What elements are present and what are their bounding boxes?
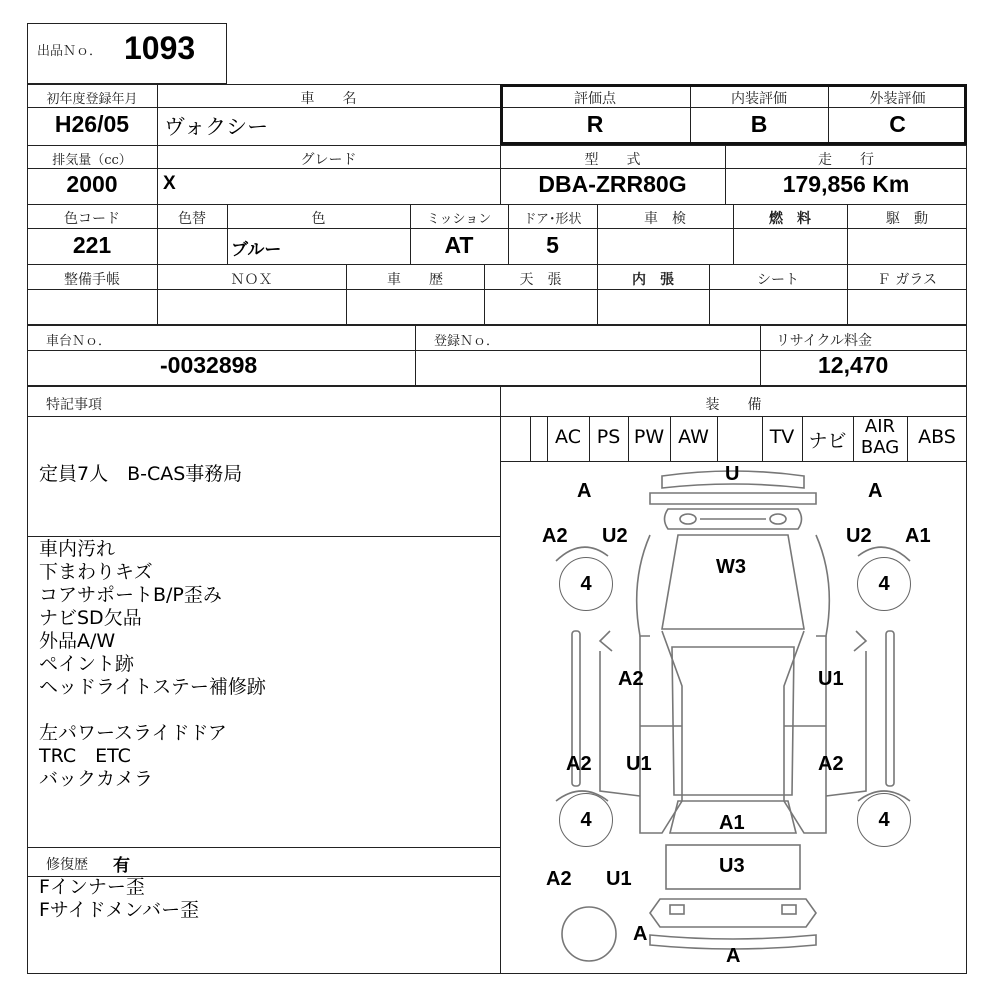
damage-left-rear-u: U1	[626, 753, 652, 775]
seat-label: シート	[757, 272, 799, 288]
roof-lining-label: 天 張	[519, 272, 562, 288]
inspection-label: 車 検	[644, 211, 686, 227]
reg-date-value: H26/05	[54, 111, 130, 137]
grade-value: X	[163, 173, 176, 194]
damage-fender-left-a: A2	[542, 525, 568, 547]
damage-left-rear-a: A2	[566, 753, 592, 775]
interior-trim-label: 内 張	[632, 272, 674, 288]
equipment-item-airbag: AIR BAG	[860, 416, 900, 458]
door-label: ドア･形状	[523, 212, 582, 227]
mission-label: ミッション	[426, 212, 492, 227]
reg-no-label: 登録Ｎｏ．	[434, 334, 500, 349]
equipment-item-pw: PW	[633, 426, 665, 448]
damage-rear-glass: A1	[719, 812, 745, 834]
equipment-row	[530, 416, 967, 461]
car-name-value: ヴォクシー	[164, 115, 269, 139]
mileage-label: 走 行	[818, 152, 874, 168]
note-item: バックカメラ	[39, 768, 154, 790]
damage-rear-bumper-left: A	[633, 923, 648, 945]
color-code-label: 色コード	[64, 211, 120, 227]
damage-front-right: A	[868, 480, 883, 502]
car-damage-diagram	[500, 461, 967, 974]
equipment-item-navi: ナビ	[808, 430, 847, 452]
equipment-label: 装 備	[705, 397, 762, 413]
damage-rear-bumper: A	[726, 945, 741, 967]
nox-label: ＮＯＸ	[230, 272, 273, 288]
damage-left-quarter-u: U1	[606, 868, 632, 890]
color-label: 色	[311, 211, 326, 227]
damage-front-bumper: U	[725, 463, 740, 485]
rear-bumper-outline	[650, 899, 816, 927]
note-item: 外品A/W	[39, 630, 116, 652]
recycle-value: 12,470	[818, 352, 889, 378]
tire-front-left: 4	[559, 557, 613, 611]
score-value: R	[586, 111, 604, 137]
score-label: 評価点	[574, 91, 616, 107]
interior-label: 内装評価	[731, 91, 787, 107]
notes-label: 特記事項	[46, 397, 102, 413]
exterior-value: C	[889, 111, 906, 137]
color-value: ブルー	[231, 240, 282, 260]
windshield-outline	[662, 535, 804, 629]
notes-main: 定員7人 B-CAS事務局	[39, 463, 243, 485]
damage-fender-left-u: U2	[602, 525, 628, 547]
front-glass-label: Ｆ ガラス	[876, 272, 938, 288]
displacement-value: 2000	[66, 171, 118, 197]
displacement-label: 排気量（cc）	[52, 153, 132, 168]
note-item: 車内汚れ	[39, 538, 116, 560]
recycle-label: リサイクル料金	[776, 333, 873, 349]
spare-tire-outline	[562, 907, 616, 961]
damage-fender-right-u: U2	[846, 525, 872, 547]
mission-value: AT	[444, 232, 474, 258]
damage-roof: A2	[618, 668, 644, 690]
exterior-label: 外装評価	[869, 91, 926, 107]
note-item: ヘッドライトステー補修跡	[39, 676, 266, 698]
equipment-item-abs: ABS	[918, 426, 956, 448]
door-value: 5	[546, 232, 559, 258]
reg-date-label: 初年度登録年月	[46, 92, 138, 107]
note-item	[39, 699, 266, 722]
equipment-item-ps: PS	[596, 426, 621, 448]
repair-label: 修復歴	[46, 857, 88, 873]
chassis-value: -0032898	[160, 352, 258, 378]
lot-number: 1093	[124, 30, 196, 66]
model-label: 型 式	[584, 152, 641, 168]
damage-front-left: A	[577, 480, 592, 502]
color-code-value: 221	[72, 232, 112, 258]
note-item: コアサポートB/P歪み	[39, 584, 222, 606]
repaint-label: 色替	[178, 211, 206, 227]
mileage-value: 179,856 Km	[782, 171, 910, 197]
damage-right-front-door: U1	[818, 668, 844, 690]
equipment-item-tv: TV	[769, 426, 795, 448]
note-item: TRC ETC	[39, 745, 131, 767]
equipment-item-aw: AW	[678, 426, 709, 448]
lot-label: 出品Ｎｏ．	[37, 44, 103, 59]
note-item: ナビSD欠品	[39, 607, 142, 629]
model-value: DBA-ZRR80G	[538, 171, 687, 197]
tire-rear-left: 4	[559, 793, 613, 847]
repair-item: Fサイドメンバー歪	[39, 899, 200, 921]
fuel-label: 燃 料	[769, 211, 811, 227]
roof-outline	[672, 647, 794, 795]
car-history-label: 車 歴	[387, 272, 443, 288]
tire-front-right: 4	[857, 557, 911, 611]
equipment-item-ac: AC	[555, 426, 581, 448]
damage-windshield: W3	[716, 556, 746, 578]
drive-label: 駆 動	[886, 211, 928, 227]
damage-left-quarter-a: A2	[546, 868, 572, 890]
repair-item: Fインナー歪	[39, 876, 145, 898]
repair-value: 有	[113, 856, 130, 876]
damage-fender-right-a: A1	[905, 525, 931, 547]
maintenance-book-label: 整備手帳	[64, 272, 120, 288]
interior-value: B	[750, 111, 768, 137]
tire-rear-right: 4	[857, 793, 911, 847]
damage-right-rear-a: A2	[818, 753, 844, 775]
damage-tailgate: U3	[719, 855, 745, 877]
notes-list	[39, 538, 266, 791]
note-item: 下まわりキズ	[39, 561, 153, 583]
car-name-label: 車 名	[300, 91, 357, 107]
grade-label: グレード	[300, 152, 357, 168]
note-item: 左パワースライドドア	[39, 722, 227, 744]
note-item: ペイント跡	[39, 653, 135, 675]
chassis-label: 車台Ｎｏ．	[46, 334, 112, 349]
